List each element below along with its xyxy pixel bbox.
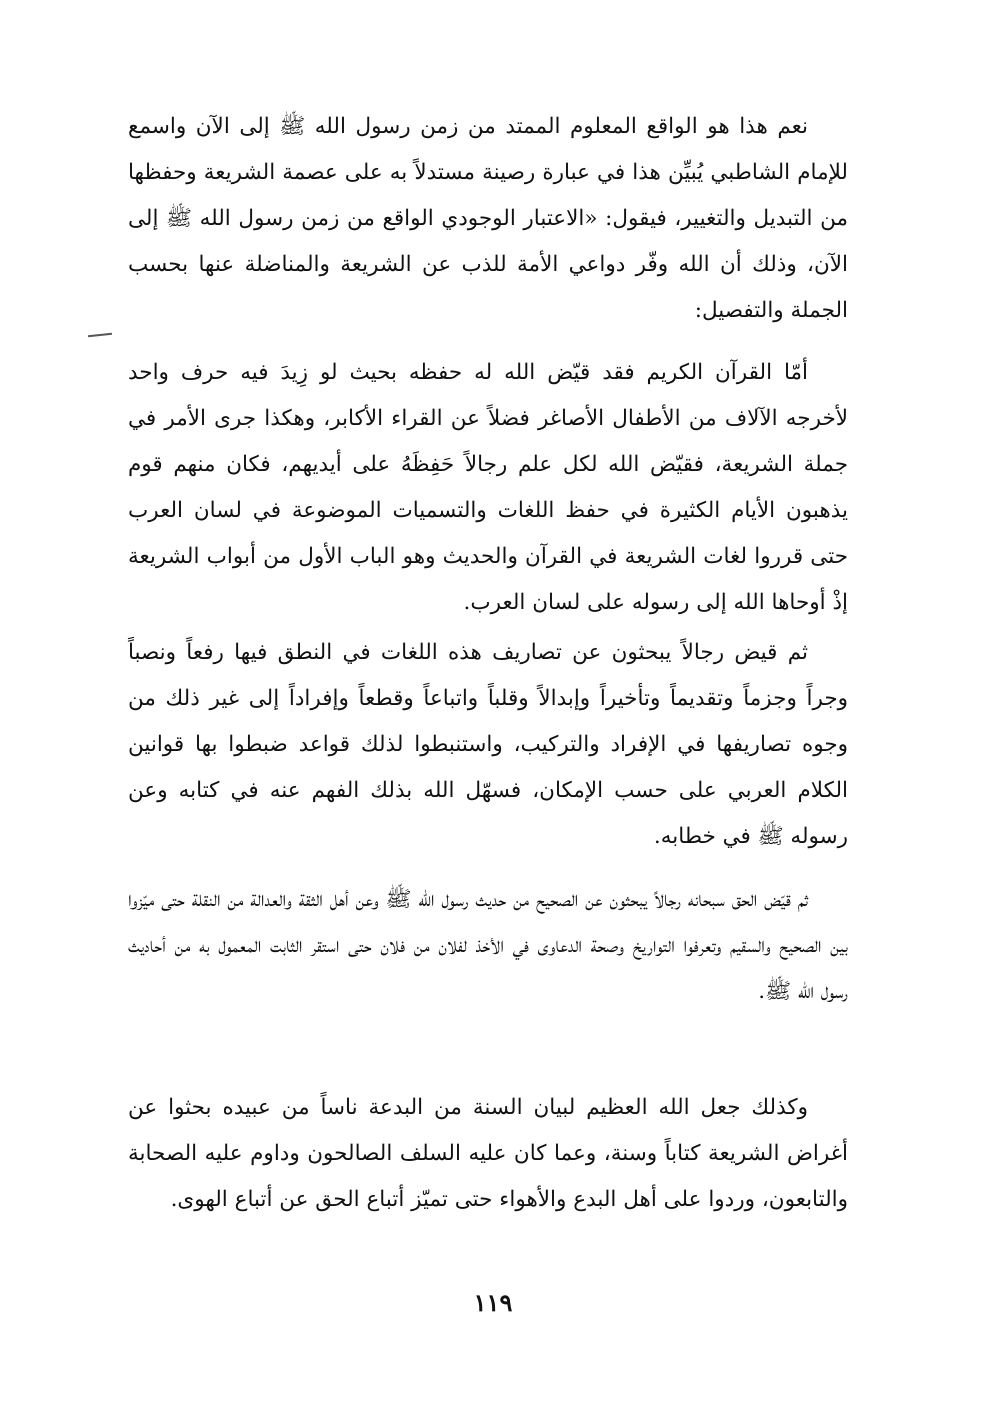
paragraph-1 [128, 104, 848, 334]
margin-mark [88, 333, 112, 337]
paragraph-4 [128, 877, 848, 1015]
paragraph-3 [128, 630, 848, 860]
page-number: ١١٩ [473, 1288, 513, 1317]
paragraph-text: ثم قيّض الحق سبحانه رجالاً يبحثون عن الصحيح من حديث رسول الله ﷺ وعن أهل الثقة والعدالة من النقلة حتى ميّزوا بين الصحيح والسقيم وتعرفوا التواريخ وصحة الدعاوى في الأخذ لفلان من فلان حتى استقر الثابت المعمول به من أحاديث رسول الله ﷺ. [128, 887, 848, 1004]
paragraph-text: وكذلك جعل الله العظيم لبيان السنة من البدعة ناساً من عبيده بحثوا عن أغراض الشريعة كتاباً وسنة، وعما كان عليه السلف الصالحون وداوم عليه الصحابة والتابعون، وردوا على أهل البدع والأهواء حتى تميّز أتباع الحق عن أتباع الهوى. [128, 1095, 848, 1212]
paragraph-text: نعم هذا هو الواقع المعلوم الممتد من زمن رسول الله ﷺ إلى الآن واسمع للإمام الشاطبي يُبيِّن هذا في عبارة رصينة مستدلاً به على عصمة الشريعة وحفظها من التبديل والتغيير، فيقول: «الاعتبار الوجودي الواقع من زمن رسول الله ﷺ إلى الآن، وذلك أن الله وفّر دواعي الأمة للذب عن الشريعة والمناضلة عنها بحسب الجملة والتفصيل: [128, 114, 848, 323]
paragraph-text: ثم قيض رجالاً يبحثون عن تصاريف هذه اللغات في النطق فيها رفعاً ونصباً وجراً وجزماً وتقديماً وتأخيراً وإبدالاً وقلباً واتباعاً وقطعاً وإفراداً إلى غير ذلك من وجوه تصاريفها في الإفراد والتركيب، واستنبطوا لذلك قواعد ضبطوا بها قوانين الكلام العربي على حسب الإمكان، فسهّل الله بذلك الفهم عنه في كتابه وعن رسوله ﷺ في خطابه. [128, 640, 848, 849]
paragraph-text: أمّا القرآن الكريم فقد قيّض الله له حفظه بحيث لو زِيدَ فيه حرف واحد لأخرجه الآلاف من الأطفال الأصاغر فضلاً عن القراء الأكابر، وهكذا جرى الأمر في جملة الشريعة، فقيّض الله لكل علم رجالاً حَفِظَهُ على أيديهم، فكان منهم قوم يذهبون الأيام الكثيرة في حفظ اللغات والتسميات الموضوعة في لسان العرب حتى قرروا لغات الشريعة في القرآن والحديث وهو الباب الأول من أبواب الشريعة إذْ أوحاها الله إلى رسوله على لسان العرب. [128, 360, 848, 615]
paragraph-2 [128, 350, 848, 626]
paragraph-5 [128, 1085, 848, 1223]
